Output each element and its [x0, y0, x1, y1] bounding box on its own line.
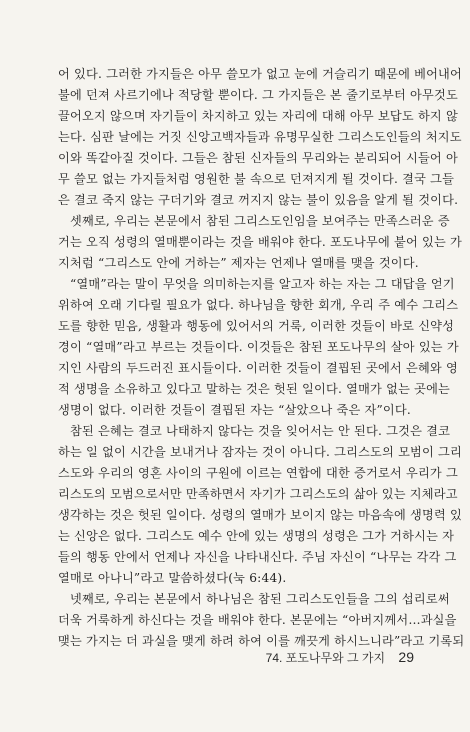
text-line: 적 생명을 소유하고 있다고 말하는 것은 헛된 일이다. 열매가 없는 곳에는 [58, 382, 451, 396]
text-line: 넷째로, 우리는 본문에서 하나님은 참된 그리스도인들을 그의 섭리로써 [70, 592, 450, 606]
paragraph [58, 589, 465, 652]
text-line: 맺는 가지는 더 과실을 맺게 하려 하여 이를 깨끗게 하시느니라”라고 기록되 [58, 634, 465, 648]
text-line: 위하여 오래 기다릴 필요가 없다. 하나님을 향한 회개, 우리 주 예수 그리스 [58, 298, 459, 312]
text-line: 경이 “열매”라고 부르는 것들이다. 이것들은 참된 포도나무의 살아 있는 가 [58, 340, 459, 354]
text-line: 거는 오직 성령의 열매뿐이라는 것을 배워야 한다. 포도나무에 붙어 있는 가 [58, 235, 463, 249]
text-line: 어 있다. 그러한 가지들은 아무 쓸모가 없고 눈에 거슬리기 때문에 베어내어 [58, 67, 463, 81]
running-footer-chapter-title: 74. 포도나무와 그 가지 [265, 651, 386, 665]
text-line: 지처럼 “그리스도 안에 거하는” 제자는 언제나 열매를 맺을 것이다. [58, 256, 419, 270]
text-line: 더욱 거룩하게 하신다는 것을 배워야 한다. 본문에는 “아버지께서…과실을 [58, 613, 457, 627]
text-line: 들의 행동 안에서 언제나 자신을 나타내신다. 주님 자신이 “나무는 각각 그 [58, 550, 457, 564]
paragraph [58, 211, 463, 274]
text-line: 스도와 우리의 영혼 사이의 구원에 이르는 연합에 대한 증거로서 우리가 그 [58, 466, 458, 480]
page-footer [0, 649, 414, 666]
text-line: 무 쓸모 없는 가지들처럼 영원한 불 속으로 던져지게 될 것이다. 결국 그들 [58, 172, 455, 186]
text-line: 참된 은혜는 결코 나태하지 않다는 것을 잊어서는 안 된다. 그것은 결코 [70, 424, 451, 438]
text-line: 생각하는 것은 헛된 일이다. 성령의 열매가 보이지 않는 마음속에 생명력 있 [58, 508, 463, 522]
text-line: 이와 똑같아질 것이다. 그들은 참된 신자들의 무리와는 분리되어 시들어 아 [58, 151, 458, 165]
paragraph [58, 421, 463, 589]
paragraph [58, 64, 463, 211]
page-number: 29 [398, 649, 414, 665]
text-line: 열매로 아나니”라고 말씀하셨다(눅 6:44). [58, 571, 287, 585]
text-line: “열매”라는 말이 무엇을 의미하는지를 알고자 하는 자는 그 대답을 얻기 [70, 277, 455, 291]
text-line: 리스도의 모범으로서만 만족하면서 자기가 그리스도의 삶아 있는 지체라고 [58, 487, 458, 501]
text-line: 불에 던져 사르기에나 적당할 뿐이다. 그 가지들은 본 줄기로부터 아무것도 [58, 88, 458, 102]
text-line: 끌어오지 않으며 자기들이 차지하고 있는 자리에 대해 아무 보답도 하지 않 [58, 109, 458, 123]
text-line: 은 결코 죽지 않는 구더기와 결코 꺼지지 않는 불이 있음을 알게 될 것이다. [58, 193, 459, 207]
text-line: 는다. 심판 날에는 거짓 신앙고백자들과 유명무실한 그리스도인들의 처지도 [58, 130, 462, 144]
text-line: 셋째로, 우리는 본문에서 참된 그리스도인임을 보여주는 만족스러운 증 [70, 214, 450, 228]
body-text [58, 64, 465, 652]
text-line: 는 신앙은 없다. 그리스도 예수 안에 있는 생명의 성령은 그가 거하시는 자 [58, 529, 455, 543]
text-line: 지인 사람의 두드러진 표시들이다. 이러한 것들이 결핍된 곳에서 은혜와 영 [58, 361, 458, 375]
text-line: 생명이 없다. 이러한 것들이 결핍된 자는 “살았으나 죽은 자”이다. [58, 403, 411, 417]
text-line: 도를 향한 믿음, 생활과 행동에 있어서의 거룩, 이러한 것들이 바로 신약성 [58, 319, 455, 333]
text-line: 하는 일 없이 시간을 보내거나 잠자는 것이 아니다. 그리스도의 모범이 그리 [58, 445, 463, 459]
paragraph [58, 274, 459, 421]
